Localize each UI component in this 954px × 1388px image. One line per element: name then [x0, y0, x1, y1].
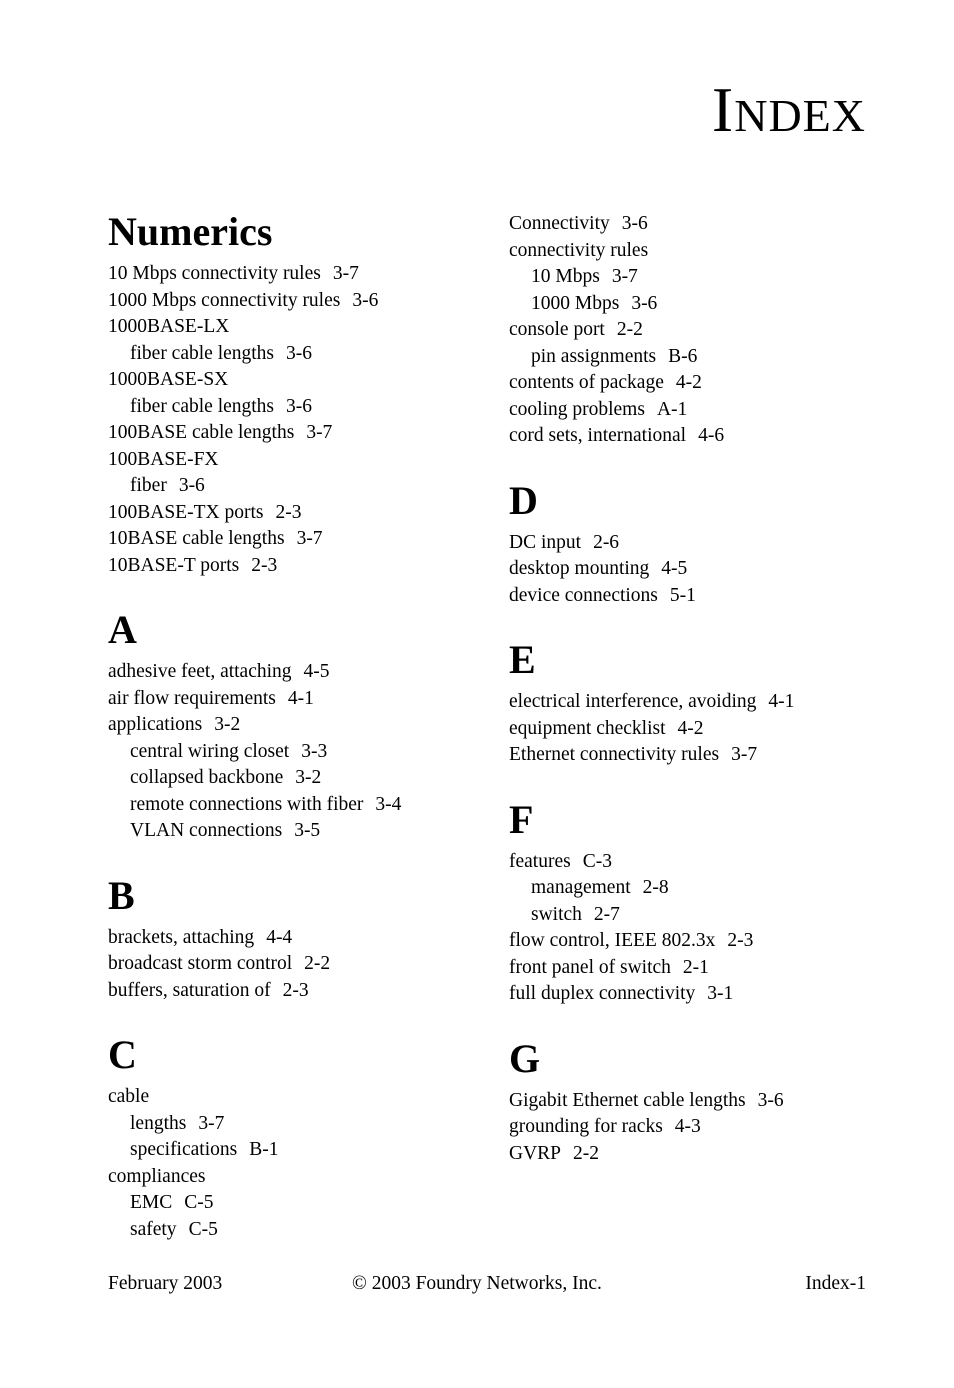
footer-page-number: Index-1 — [805, 1273, 866, 1294]
entry-term: 10BASE-T ports — [108, 554, 240, 576]
index-entry — [108, 314, 478, 341]
entry-page-ref[interactable]: 2-2 — [616, 319, 643, 340]
entry-term: full duplex connectivity — [509, 983, 696, 1004]
entry-page-ref[interactable]: C-5 — [184, 1192, 214, 1213]
entry-term: 1000 Mbps — [531, 292, 620, 314]
entry-page-ref[interactable]: 3-6 — [352, 289, 379, 311]
index-entry — [108, 526, 478, 553]
entry-page-ref[interactable]: 4-1 — [287, 687, 314, 709]
entry-term: 1000 Mbps connectivity rules — [108, 289, 341, 311]
entry-term: desktop mounting — [509, 558, 650, 579]
entry-term: compliances — [108, 1165, 206, 1187]
index-subentry — [509, 902, 889, 929]
entry-term: lengths — [130, 1112, 187, 1134]
index-subentry — [108, 473, 478, 500]
index-entry — [509, 556, 889, 583]
entry-page-ref[interactable]: 4-4 — [266, 926, 293, 948]
index-entry — [509, 1114, 889, 1141]
index-section — [108, 869, 478, 1005]
index-section — [509, 793, 889, 1008]
index-entry — [509, 583, 889, 610]
entry-page-ref[interactable]: 3-6 — [631, 292, 658, 314]
entry-page-ref[interactable]: 3-1 — [707, 983, 734, 1004]
index-section — [509, 474, 889, 610]
index-section — [509, 633, 889, 769]
entry-page-ref[interactable]: 3-7 — [296, 528, 323, 549]
entry-term: 10BASE cable lengths — [108, 528, 285, 549]
entry-page-ref[interactable]: 3-7 — [332, 263, 359, 284]
index-entry — [509, 849, 889, 876]
page-title — [711, 74, 866, 145]
page-footer — [108, 1273, 866, 1301]
index-entry — [108, 686, 478, 713]
page-title-initial: I — [711, 74, 735, 145]
entry-term: brackets, attaching — [108, 926, 255, 948]
entry-page-ref[interactable]: 3-2 — [295, 767, 322, 788]
index-entry — [108, 367, 478, 394]
index-section — [108, 1028, 478, 1243]
entry-page-ref[interactable]: 2-3 — [282, 979, 309, 1001]
entry-term: 100BASE-TX ports — [108, 501, 264, 523]
index-entry — [108, 553, 478, 580]
index-entry — [509, 370, 889, 397]
index-entry — [108, 500, 478, 527]
entry-term: flow control, IEEE 802.3x — [509, 930, 716, 951]
entry-term: EMC — [130, 1192, 173, 1213]
entry-page-ref[interactable]: C-3 — [582, 850, 612, 872]
index-entry — [108, 978, 478, 1005]
entry-page-ref[interactable]: 3-6 — [621, 213, 648, 234]
index-entry — [509, 397, 889, 424]
entry-term: Connectivity — [509, 213, 610, 234]
index-entry — [108, 288, 478, 315]
index-subentry — [108, 818, 478, 845]
entry-term: equipment checklist — [509, 717, 666, 739]
index-entry — [509, 981, 889, 1008]
index-entry — [509, 1141, 889, 1168]
entry-page-ref[interactable]: 3-7 — [731, 744, 758, 765]
index-section — [509, 1032, 889, 1168]
index-subentry — [108, 394, 478, 421]
entry-term: adhesive feet, attaching — [108, 661, 292, 682]
index-entry — [108, 925, 478, 952]
entry-term: cable — [108, 1086, 150, 1107]
entry-page-ref[interactable]: 3-6 — [757, 1089, 784, 1111]
entry-page-ref[interactable]: 2-2 — [573, 1142, 600, 1164]
entry-term: collapsed backbone — [130, 767, 284, 788]
entry-term: features — [509, 850, 571, 872]
entry-page-ref[interactable]: 4-5 — [303, 661, 330, 682]
entry-term: connectivity rules — [509, 239, 649, 261]
entry-term: fiber cable lengths — [130, 395, 275, 417]
index-entry — [509, 423, 889, 450]
index-column-right — [509, 211, 889, 1167]
footer-date: February 2003 — [108, 1273, 223, 1294]
index-subentry — [108, 1111, 478, 1138]
section-heading: D — [509, 477, 538, 523]
entry-page-ref[interactable]: 2-3 — [275, 501, 302, 523]
entry-term: fiber cable lengths — [130, 342, 275, 364]
entry-term: specifications — [130, 1139, 238, 1160]
entry-term: buffers, saturation of — [108, 979, 271, 1001]
index-subentry — [108, 1137, 478, 1164]
entry-term: console port — [509, 319, 605, 340]
entry-page-ref[interactable]: 3-5 — [294, 820, 321, 841]
section-heading: A — [108, 607, 137, 652]
entry-page-ref[interactable]: 2-6 — [593, 531, 620, 553]
entry-term: Ethernet connectivity rules — [509, 744, 720, 765]
entry-term: 10 Mbps connectivity rules — [108, 263, 321, 284]
section-heading: E — [509, 637, 536, 682]
entry-page-ref[interactable]: C-5 — [188, 1218, 218, 1240]
entry-page-ref[interactable]: 3-3 — [301, 740, 328, 762]
entry-term: Gigabit Ethernet cable lengths — [509, 1089, 746, 1111]
entry-term: central wiring closet — [130, 740, 290, 762]
page-title-rest: NDEX — [734, 90, 866, 141]
index-entry — [509, 238, 889, 265]
entry-term: grounding for racks — [509, 1116, 663, 1137]
index-entry — [108, 1084, 478, 1111]
index-subentry — [108, 765, 478, 792]
entry-term: contents of package — [509, 372, 664, 393]
entry-page-ref[interactable]: 4-1 — [768, 691, 795, 712]
index-subentry — [108, 1217, 478, 1244]
entry-term: remote connections with fiber — [130, 793, 364, 815]
entry-term: 100BASE-FX — [108, 448, 219, 470]
index-subentry — [108, 1190, 478, 1217]
index-section — [108, 603, 478, 845]
section-heading: C — [108, 1032, 137, 1077]
entry-term: 10 Mbps — [531, 266, 600, 287]
index-entry — [509, 317, 889, 344]
footer-copyright: © 2003 Foundry Networks, Inc. — [352, 1273, 602, 1294]
index-entry — [108, 447, 478, 474]
entry-page-ref[interactable]: 2-3 — [727, 930, 754, 951]
index-entry — [108, 659, 478, 686]
entry-page-ref[interactable]: 3-6 — [286, 342, 313, 364]
entry-page-ref[interactable]: 4-6 — [698, 425, 725, 446]
section-heading: F — [509, 796, 534, 842]
section-heading: G — [509, 1035, 541, 1081]
index-section — [108, 205, 478, 579]
index-subentry — [509, 344, 889, 371]
entry-page-ref[interactable]: 2-7 — [593, 903, 620, 925]
index-entry — [509, 955, 889, 982]
index-subentry — [509, 264, 889, 291]
entry-term: applications — [108, 714, 203, 735]
index-section — [509, 211, 889, 450]
entry-page-ref[interactable]: 2-8 — [642, 877, 669, 898]
entry-page-ref[interactable]: 4-2 — [675, 372, 702, 393]
index-column-left — [108, 205, 478, 1243]
index-entry — [108, 1164, 478, 1191]
entry-page-ref[interactable]: 5-1 — [669, 584, 696, 606]
entry-page-ref[interactable]: 4-5 — [661, 558, 688, 579]
entry-term: safety — [130, 1218, 177, 1240]
entry-term: GVRP — [509, 1142, 562, 1164]
index-entry — [509, 716, 889, 743]
entry-term: 1000BASE-SX — [108, 369, 229, 390]
index-subentry — [509, 875, 889, 902]
entry-page-ref[interactable]: 3-6 — [178, 475, 205, 496]
entry-term: cooling problems — [509, 398, 645, 420]
index-entry — [108, 261, 478, 288]
entry-term: DC input — [509, 531, 582, 553]
index-entry — [108, 420, 478, 447]
index-entry — [509, 742, 889, 769]
index-entry — [509, 1088, 889, 1115]
entry-term: cord sets, international — [509, 425, 687, 446]
entry-page-ref[interactable]: 3-6 — [286, 395, 313, 417]
entry-term: broadcast storm control — [108, 953, 293, 974]
index-subentry — [108, 792, 478, 819]
entry-page-ref[interactable]: 2-3 — [251, 554, 278, 576]
entry-page-ref[interactable]: 3-7 — [611, 266, 638, 287]
entry-term: 100BASE cable lengths — [108, 422, 295, 443]
entry-page-ref[interactable]: A-1 — [656, 398, 688, 420]
entry-page-ref[interactable]: 4-2 — [677, 717, 704, 739]
entry-page-ref[interactable]: 3-7 — [306, 422, 333, 443]
index-subentry — [509, 291, 889, 318]
entry-term: device connections — [509, 584, 658, 606]
index-entry — [108, 712, 478, 739]
entry-term: 1000BASE-LX — [108, 316, 230, 337]
index-subentry — [108, 341, 478, 368]
index-entry — [108, 951, 478, 978]
entry-term: front panel of switch — [509, 956, 671, 978]
index-entry — [509, 689, 889, 716]
index-subentry — [108, 739, 478, 766]
entry-page-ref[interactable]: 3-7 — [198, 1112, 225, 1134]
index-entry — [509, 530, 889, 557]
entry-term: switch — [531, 903, 582, 925]
entry-term: fiber — [130, 475, 167, 496]
entry-page-ref[interactable]: 4-3 — [674, 1116, 701, 1137]
entry-page-ref[interactable]: B-1 — [249, 1139, 279, 1160]
entry-page-ref[interactable]: 2-2 — [304, 953, 331, 974]
entry-term: pin assignments — [531, 345, 657, 367]
index-entry — [509, 211, 889, 238]
section-heading: Numerics — [108, 209, 273, 254]
entry-term: management — [531, 877, 631, 898]
entry-page-ref[interactable]: 3-4 — [375, 793, 402, 815]
entry-term: air flow requirements — [108, 687, 276, 709]
entry-term: electrical interference, avoiding — [509, 691, 757, 712]
entry-page-ref[interactable]: 2-1 — [682, 956, 709, 978]
entry-term: VLAN connections — [130, 820, 283, 841]
section-heading: B — [108, 872, 135, 918]
index-entry — [509, 928, 889, 955]
entry-page-ref[interactable]: B-6 — [668, 345, 698, 367]
entry-page-ref[interactable]: 3-2 — [214, 714, 241, 735]
